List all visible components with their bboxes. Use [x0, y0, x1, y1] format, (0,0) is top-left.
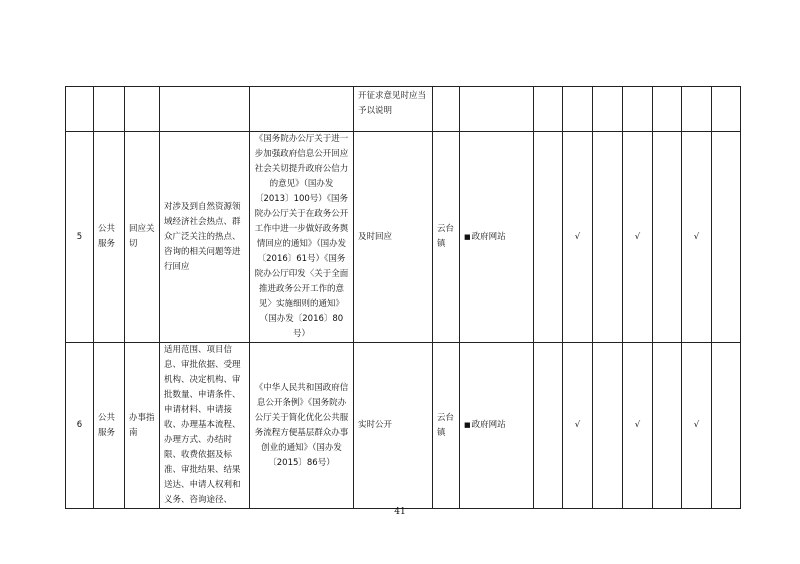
row-index — [66, 87, 94, 132]
row-mark-c — [682, 87, 712, 132]
row-index: 6 — [66, 343, 94, 509]
row-timeliness: 及时回应 — [354, 132, 433, 343]
row-mark-a — [563, 87, 593, 132]
row-subject: 云台镇 — [433, 132, 460, 343]
row-cell — [593, 87, 623, 132]
row-item: 回应关切 — [125, 132, 160, 343]
row-basis — [250, 87, 354, 132]
black-square-icon: ■ — [464, 232, 471, 241]
row-cell — [712, 343, 741, 509]
row-cell — [653, 87, 682, 132]
row-channel-cell — [460, 343, 534, 509]
row-subject — [433, 87, 460, 132]
table-row — [66, 132, 741, 343]
row-item — [125, 87, 160, 132]
row-cell — [653, 132, 682, 343]
row-cell — [534, 132, 563, 343]
row-mark-a: √ — [563, 343, 593, 509]
row-subject: 云台镇 — [433, 343, 460, 509]
row-category: 公共服务 — [94, 132, 125, 343]
row-item: 办事指南 — [125, 343, 160, 509]
row-cell — [712, 87, 741, 132]
row-channel-cell — [460, 132, 534, 343]
row-category — [94, 87, 125, 132]
row-basis: 《中华人民共和国政府信息公开条例》《国务院办公厅关于简化优化公共服务流程方便基层群众办事创业的通知》（国办发〔2015〕86号） — [250, 343, 354, 509]
row-cell — [534, 87, 563, 132]
row-category: 公共服务 — [94, 343, 125, 509]
row-cell — [593, 343, 623, 509]
row-basis: 《国务院办公厅关于进一步加强政府信息公开回应社会关切提升政府公信力的意见》（国办发〔2013〕100号）《国务院办公厅关于在政务公开工作中进一步做好政务舆情回应的通知》（国办发〔2016〕61号）《国务院办公厅印发〈关于全面推进政务公开工作的意见〉实施细则的通知》（国办发〔2016〕80号） — [250, 132, 354, 343]
black-square-icon: ■ — [464, 421, 471, 429]
row-channel: 政府网站 — [471, 420, 506, 430]
disclosure-table — [65, 86, 741, 509]
row-content: 适用范围、项目信息、审批依据、受理机构、决定机构、审批数量、申请条件、申请材料、申请接收、办理基本流程、办理方式、办结时限、收费依据及标准、审批结果、结果送达、申请人权利和义务、咨询途径、 — [160, 343, 250, 509]
row-timeliness: 实时公开 — [354, 343, 433, 509]
row-cell — [712, 132, 741, 343]
row-content: 对涉及到自然资源领域经济社会热点、群众广泛关注的热点、咨询的相关问题等进行回应 — [160, 132, 250, 343]
table-row — [66, 343, 741, 509]
row-timeliness: 开征求意见时应当予以说明 — [354, 87, 433, 132]
row-index: 5 — [66, 132, 94, 343]
row-content — [160, 87, 250, 132]
row-channel: 政府网站 — [471, 231, 506, 242]
row-cell — [534, 343, 563, 509]
row-cell — [653, 343, 682, 509]
table-row — [66, 87, 741, 132]
row-channel — [460, 87, 534, 132]
row-cell — [593, 132, 623, 343]
row-mark-b — [623, 87, 653, 132]
row-mark-a: √ — [563, 132, 593, 343]
page-number: 41 — [394, 507, 406, 517]
row-mark-b: √ — [623, 343, 653, 509]
row-mark-c: √ — [682, 132, 712, 343]
row-mark-c: √ — [682, 343, 712, 509]
row-mark-b: √ — [623, 132, 653, 343]
